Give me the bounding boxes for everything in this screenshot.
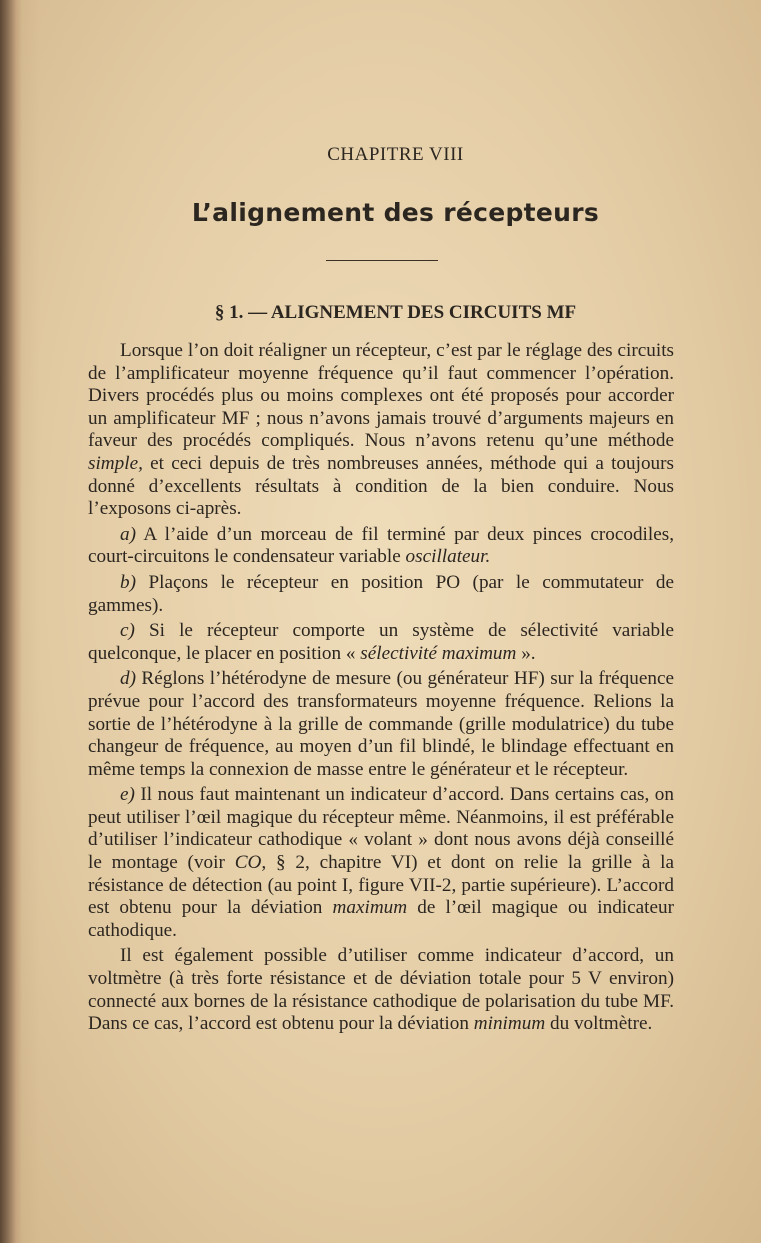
text-run: de l’œil magique ou indicateur cathodique. — [88, 897, 674, 941]
chapter-title: L’alignement des récepteurs — [191, 198, 600, 227]
paragraph — [88, 524, 674, 569]
italic-run: simple, — [88, 452, 143, 474]
italic-run: sélectivité maximum — [360, 642, 517, 664]
item-letter: c) — [120, 620, 135, 642]
text-run: du voltmètre. — [545, 1013, 653, 1035]
text-run: Réglons l’hétérodyne de mesure (ou générateur HF) sur la fréquence prévue pour l’accord des transformateurs moyenne fréquence. Relions la sortie de l’hétérodyne à la grille de commande (grille modulatrice) du tube changeur de fréquence, au moyen d’un fil blindé, le blindage effectuant en même temps la connexion de masse entre le générateur et le récepteur. — [88, 668, 674, 780]
text-run: § 2, chapitre VI) et dont on relie la grille à la résistance de détection (au point I, figure VII-2, partie supérieure). L’accord est obtenu pour la déviation — [88, 852, 674, 919]
italic-run: maximum — [332, 897, 408, 919]
text-run: ». — [516, 642, 536, 664]
paragraph — [88, 620, 674, 665]
italic-run: oscillateur. — [405, 546, 491, 568]
text-run: et ceci depuis de très nombreuses années, méthode qui a toujours donné d’excellents résultats à condition de la bien conduire. Nous l’exposons ci-après. — [88, 452, 674, 520]
chapter-label: CHAPITRE VIII — [327, 144, 464, 165]
text-run: Il est également possible d’utiliser comme indicateur d’accord, un voltmètre (à très forte résistance et de déviation totale pour 5 V environ) connecté aux bornes de la résistance cathodique de polarisation du tube MF. Dans ce cas, l’accord est obtenu pour la déviation — [88, 945, 674, 1035]
text-run: Si le récepteur comporte un système de sélectivité variable quelconque, le placer en position « — [88, 620, 674, 664]
text-run: Il nous faut maintenant un indicateur d’accord. Dans certains cas, on peut utiliser l’œil magique du récepteur même. Néanmoins, il est préférable d’utiliser l’indicateur cathodique « volant » dont nous avons déjà conseillé le montage (voir — [88, 784, 674, 874]
body-text — [88, 340, 674, 1036]
item-letter: b) — [120, 571, 136, 593]
italic-run: CO, — [234, 852, 267, 874]
paragraph — [88, 668, 674, 781]
paragraph — [88, 572, 674, 617]
paragraph — [88, 340, 674, 521]
section-title: § 1. — ALIGNEMENT DES CIRCUITS MF — [214, 302, 577, 323]
item-letter: a) — [120, 523, 136, 545]
text-run: Lorsque l’on doit réaligner un récepteur, c’est par le réglage des circuits de l’amplificateur moyenne fréquence qu’il faut commencer l’opération. Divers procédés plus ou moins complexes ont été proposés pour accorder un amplificateur MF ; nous n’avons jamais trouvé d’arguments majeurs en faveur des procédés compliqués. Nous n’avons retenu qu’une méthode — [88, 340, 674, 452]
item-letter: d) — [120, 668, 136, 690]
paragraph — [88, 945, 674, 1035]
title-divider — [326, 260, 438, 261]
item-letter: e) — [120, 784, 135, 806]
paragraph — [88, 784, 674, 942]
text-run: Plaçons le récepteur en position PO (par le commutateur de gammes). — [88, 571, 674, 616]
italic-run: minimum — [473, 1013, 546, 1035]
text-run: A l’aide d’un morceau de fil terminé par deux pinces crocodiles, court-circuitons le condensateur variable — [88, 523, 674, 568]
